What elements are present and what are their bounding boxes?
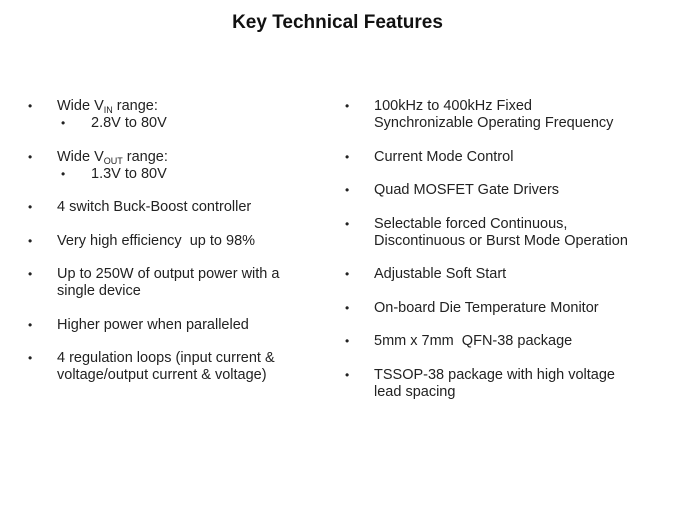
- sub-list-item: [28, 166, 328, 183]
- bullet: •: [28, 317, 33, 332]
- bullet: •: [61, 166, 66, 181]
- sub-item-text: 1.3V to 80V: [91, 165, 167, 182]
- list-item: [345, 182, 660, 199]
- list-item: [345, 266, 660, 283]
- list-item: [28, 199, 328, 216]
- item-text: 4 switch Buck-Boost controller: [57, 199, 252, 215]
- bullet: •: [28, 99, 33, 113]
- item-text: Current Mode Control: [374, 148, 514, 165]
- bullet: •: [345, 300, 350, 315]
- left-feature-list: [28, 98, 328, 401]
- item-text-line-1: 100kHz to 400kHz Fixed: [374, 98, 532, 114]
- item-text: Quad MOSFET Gate Drivers: [374, 182, 560, 198]
- bullet: •: [28, 200, 33, 214]
- item-text: Higher power when paralleled: [57, 316, 249, 333]
- bullet: •: [345, 267, 350, 281]
- sub-list-item: [28, 115, 328, 132]
- bullet: •: [345, 183, 350, 197]
- item-text-line-1: TSSOP-38 package with high voltage: [374, 366, 615, 383]
- bullet: •: [28, 233, 33, 248]
- item-text-line-1: Selectable forced Continuous,: [374, 215, 568, 232]
- item-text-line-2: single device: [57, 283, 141, 299]
- item-text-line-2: Discontinuous or Burst Mode Operation: [374, 232, 628, 249]
- bullet: •: [61, 116, 66, 130]
- bullet: •: [28, 267, 33, 281]
- list-item: [345, 216, 660, 250]
- list-item: [345, 149, 660, 166]
- bullet: •: [345, 216, 350, 231]
- list-item: [28, 317, 328, 334]
- bullet: •: [345, 149, 350, 164]
- list-item: [28, 266, 328, 300]
- item-text: Wide $V_{IN}$ range:: [57, 98, 158, 115]
- list-item: [28, 98, 328, 132]
- item-text-line-2: lead spacing: [374, 383, 456, 400]
- item-text-line-1: Up to 250W of output power with a: [57, 266, 280, 282]
- item-text: 5mm x 7mm QFN-38 package: [374, 333, 573, 349]
- list-item: [345, 98, 660, 132]
- list-item: [345, 367, 660, 401]
- item-text: Wide $V_{OUT}$ range:: [57, 148, 168, 166]
- item-text: Adjustable Soft Start: [374, 266, 507, 282]
- item-text-line-1: 4 regulation loops (input current &: [57, 350, 275, 366]
- item-text: Very high efficiency up to 98%: [57, 232, 256, 249]
- item-text-line-2: voltage/output current & voltage): [57, 367, 267, 383]
- item-text-line-2: Synchronizable Operating Frequency: [374, 115, 614, 131]
- item-text: On-board Die Temperature Monitor: [374, 299, 599, 316]
- list-item: [345, 333, 660, 350]
- list-item: [28, 149, 328, 183]
- bullet: •: [28, 351, 33, 365]
- list-item: [28, 233, 328, 250]
- bullet: •: [345, 367, 350, 382]
- sub-item-text: 2.8V to 80V: [91, 115, 167, 131]
- right-feature-list: [345, 98, 660, 417]
- bullet: •: [28, 149, 33, 164]
- list-item: [28, 350, 328, 384]
- slide-title: Key Technical Features: [232, 12, 443, 33]
- bullet: •: [345, 99, 350, 113]
- bullet: •: [345, 334, 350, 348]
- list-item: [345, 300, 660, 317]
